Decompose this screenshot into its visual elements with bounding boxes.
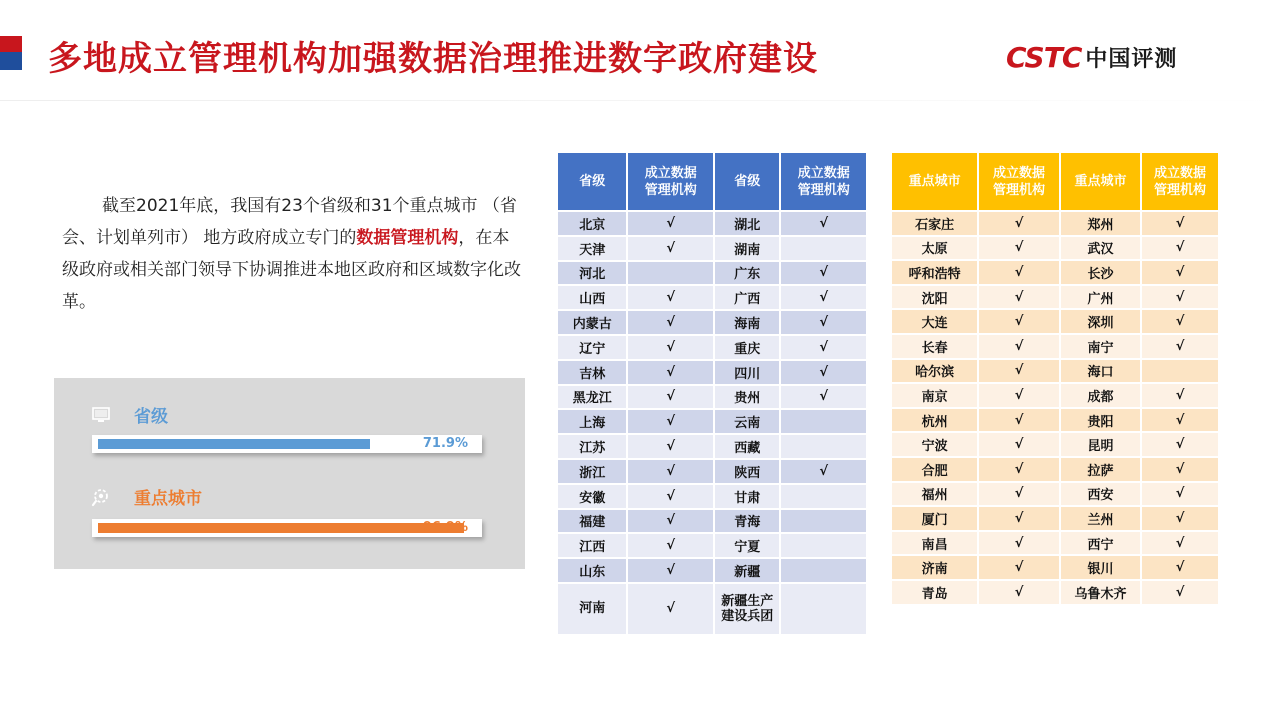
- region-cell: 广西: [715, 286, 779, 309]
- status-cell: √: [1142, 237, 1218, 260]
- progress-fill-city: [98, 523, 464, 533]
- status-cell: √: [781, 460, 866, 483]
- table-row: [892, 384, 1218, 407]
- status-cell: √: [781, 336, 866, 359]
- progress-bar-city: [92, 519, 482, 537]
- region-cell: 杭州: [892, 409, 977, 432]
- table-row: [558, 237, 866, 260]
- status-cell: [781, 534, 866, 557]
- region-cell: 太原: [892, 237, 977, 260]
- region-cell: 江西: [558, 534, 626, 557]
- status-cell: √: [628, 386, 713, 409]
- status-cell: √: [781, 311, 866, 334]
- wrench-gear-icon: [90, 486, 112, 508]
- status-cell: √: [1142, 409, 1218, 432]
- status-cell: √: [1142, 556, 1218, 579]
- status-cell: √: [628, 336, 713, 359]
- status-cell: √: [628, 212, 713, 235]
- table-row: [892, 286, 1218, 309]
- region-cell: 海口: [1061, 360, 1140, 383]
- header-cell: [781, 153, 866, 210]
- status-cell: √: [781, 212, 866, 235]
- table-row: [892, 261, 1218, 284]
- stat-label-text: 省级: [134, 407, 168, 427]
- header-cell: [979, 153, 1059, 210]
- status-cell: √: [1142, 335, 1218, 358]
- table-row: [892, 556, 1218, 579]
- status-cell: [781, 559, 866, 582]
- header-cell: 重点城市: [1061, 153, 1140, 210]
- status-cell: √: [1142, 458, 1218, 481]
- status-cell: [1142, 360, 1218, 383]
- status-cell: √: [1142, 532, 1218, 555]
- intro-text-after: ，在本级政府或相关部门领导下协调推进本地区政府和区域数字化改革。: [62, 228, 521, 312]
- status-cell: √: [628, 410, 713, 433]
- status-cell: [781, 435, 866, 458]
- region-cell: 福建: [558, 510, 626, 533]
- table-row: [892, 310, 1218, 333]
- region-cell: 宁波: [892, 433, 977, 456]
- region-cell: 贵州: [715, 386, 779, 409]
- region-cell: 沈阳: [892, 286, 977, 309]
- status-cell: √: [628, 286, 713, 309]
- region-cell: 南昌: [892, 532, 977, 555]
- table-row: [558, 212, 866, 235]
- intro-paragraph: [62, 190, 524, 318]
- table-row: [892, 360, 1218, 383]
- region-cell: 吉林: [558, 361, 626, 384]
- region-cell: 湖北: [715, 212, 779, 235]
- status-cell: √: [979, 261, 1059, 284]
- region-cell: 南京: [892, 384, 977, 407]
- corner-accent-red: [0, 36, 22, 52]
- status-cell: √: [979, 335, 1059, 358]
- region-cell: 辽宁: [558, 336, 626, 359]
- status-cell: √: [628, 237, 713, 260]
- status-cell: √: [1142, 433, 1218, 456]
- monitor-icon: [90, 404, 112, 426]
- region-cell: 云南: [715, 410, 779, 433]
- status-cell: √: [979, 507, 1059, 530]
- region-cell: 湖南: [715, 237, 779, 260]
- status-cell: √: [1142, 507, 1218, 530]
- table-row: [558, 559, 866, 582]
- region-cell: 新疆: [715, 559, 779, 582]
- region-cell: 四川: [715, 361, 779, 384]
- region-cell: 北京: [558, 212, 626, 235]
- logo-chinese-text: 中国评测: [1085, 46, 1178, 72]
- region-cell: 山西: [558, 286, 626, 309]
- region-cell: 大连: [892, 310, 977, 333]
- region-cell: 石家庄: [892, 212, 977, 235]
- progress-bar-province: [92, 435, 482, 453]
- region-cell: 合肥: [892, 458, 977, 481]
- status-cell: √: [979, 310, 1059, 333]
- city-table: [890, 151, 1220, 606]
- region-cell: 黑龙江: [558, 386, 626, 409]
- province-table-header: [558, 153, 866, 210]
- status-cell: √: [1142, 581, 1218, 604]
- status-cell: √: [1142, 310, 1218, 333]
- region-cell: 乌鲁木齐: [1061, 581, 1140, 604]
- stat-label-city: [90, 484, 202, 509]
- region-cell: 上海: [558, 410, 626, 433]
- region-cell: 河北: [558, 262, 626, 285]
- intro-highlight: 数据管理机构: [356, 228, 459, 248]
- table-row: [892, 581, 1218, 604]
- header-cell-text: 成立数据管理机构: [797, 165, 850, 198]
- table-row: [892, 409, 1218, 432]
- table-row: [558, 410, 866, 433]
- region-cell: 呼和浩特: [892, 261, 977, 284]
- region-cell: 广东: [715, 262, 779, 285]
- status-cell: √: [781, 361, 866, 384]
- table-row: [558, 584, 866, 634]
- table-row: [558, 336, 866, 359]
- status-cell: √: [979, 581, 1059, 604]
- table-row: [892, 483, 1218, 506]
- table-row: [892, 212, 1218, 235]
- region-cell: 郑州: [1061, 212, 1140, 235]
- table-row: [892, 237, 1218, 260]
- region-cell: 贵阳: [1061, 409, 1140, 432]
- region-cell: 银川: [1061, 556, 1140, 579]
- corner-accent-blue: [0, 52, 22, 70]
- status-cell: [781, 584, 866, 634]
- region-cell: 青海: [715, 510, 779, 533]
- region-cell: 深圳: [1061, 310, 1140, 333]
- table-row: [558, 485, 866, 508]
- region-cell: 西藏: [715, 435, 779, 458]
- table-row: [558, 361, 866, 384]
- table-row: [558, 262, 866, 285]
- stat-label-province: [90, 402, 168, 427]
- region-cell: 宁夏: [715, 534, 779, 557]
- header-cell: 重点城市: [892, 153, 977, 210]
- region-cell: 浙江: [558, 460, 626, 483]
- status-cell: √: [1142, 483, 1218, 506]
- status-cell: √: [628, 311, 713, 334]
- status-cell: √: [781, 386, 866, 409]
- status-cell: √: [979, 556, 1059, 579]
- status-cell: √: [1142, 286, 1218, 309]
- region-cell: 长沙: [1061, 261, 1140, 284]
- header-cell-text: 成立数据管理机构: [1154, 165, 1207, 198]
- region-cell: 甘肃: [715, 485, 779, 508]
- table-row: [892, 532, 1218, 555]
- status-cell: √: [979, 532, 1059, 555]
- status-cell: √: [628, 534, 713, 557]
- region-cell: 成都: [1061, 384, 1140, 407]
- region-cell: 江苏: [558, 435, 626, 458]
- status-cell: √: [979, 409, 1059, 432]
- status-cell: √: [979, 212, 1059, 235]
- status-cell: √: [628, 584, 713, 634]
- region-cell: 西安: [1061, 483, 1140, 506]
- region-cell: 昆明: [1061, 433, 1140, 456]
- region-cell: 重庆: [715, 336, 779, 359]
- stat-label-text: 重点城市: [134, 489, 202, 509]
- stats-panel: [54, 378, 525, 569]
- status-cell: √: [628, 485, 713, 508]
- header-cell-text: 成立数据管理机构: [993, 165, 1046, 198]
- status-cell: √: [781, 286, 866, 309]
- region-cell: 长春: [892, 335, 977, 358]
- progress-value-province: 71.9%: [422, 436, 468, 451]
- status-cell: √: [979, 458, 1059, 481]
- table-row: [558, 435, 866, 458]
- region-cell: 河南: [558, 584, 626, 634]
- region-cell: 南宁: [1061, 335, 1140, 358]
- status-cell: [781, 510, 866, 533]
- status-cell: [781, 410, 866, 433]
- header-cell: 省级: [715, 153, 779, 210]
- table-row: [892, 433, 1218, 456]
- status-cell: √: [628, 361, 713, 384]
- header-cell: [1142, 153, 1218, 210]
- region-cell: 兰州: [1061, 507, 1140, 530]
- region-cell: 武汉: [1061, 237, 1140, 260]
- region-cell: 哈尔滨: [892, 360, 977, 383]
- city-table-header: [892, 153, 1218, 210]
- header-divider: [0, 100, 1280, 101]
- table-row: [558, 534, 866, 557]
- region-cell: 济南: [892, 556, 977, 579]
- status-cell: √: [979, 286, 1059, 309]
- status-cell: √: [1142, 261, 1218, 284]
- table-row: [558, 510, 866, 533]
- intro-text-before: 截至2021年底，我国有23个省级和31个重点城市 （省会、计划单列市） 地方政府成立专门的: [62, 196, 517, 248]
- status-cell: √: [979, 384, 1059, 407]
- header-cell: 省级: [558, 153, 626, 210]
- status-cell: √: [628, 559, 713, 582]
- region-cell: 福州: [892, 483, 977, 506]
- header-cell: [628, 153, 713, 210]
- status-cell: [781, 485, 866, 508]
- region-cell: 天津: [558, 237, 626, 260]
- region-cell: 山东: [558, 559, 626, 582]
- region-cell: 安徽: [558, 485, 626, 508]
- status-cell: √: [979, 483, 1059, 506]
- region-cell: 拉萨: [1061, 458, 1140, 481]
- status-cell: [628, 262, 713, 285]
- region-cell: 内蒙古: [558, 311, 626, 334]
- table-row: [892, 458, 1218, 481]
- status-cell: √: [979, 433, 1059, 456]
- table-row: [558, 386, 866, 409]
- status-cell: √: [979, 237, 1059, 260]
- status-cell: √: [781, 262, 866, 285]
- province-table: [556, 151, 868, 636]
- cstc-logo: [1006, 40, 1177, 74]
- region-cell: 陕西: [715, 460, 779, 483]
- status-cell: √: [628, 460, 713, 483]
- status-cell: √: [979, 360, 1059, 383]
- status-cell: √: [628, 510, 713, 533]
- table-row: [558, 460, 866, 483]
- status-cell: √: [1142, 384, 1218, 407]
- table-row: [558, 311, 866, 334]
- status-cell: √: [1142, 212, 1218, 235]
- region-cell: 青岛: [892, 581, 977, 604]
- page-title: 多地成立管理机构加强数据治理推进数字政府建设: [48, 39, 818, 79]
- progress-value-city: 96.9%: [422, 520, 468, 535]
- region-cell: 西宁: [1061, 532, 1140, 555]
- region-cell: 海南: [715, 311, 779, 334]
- table-row: [892, 335, 1218, 358]
- progress-fill-province: [98, 439, 370, 449]
- region-cell: 广州: [1061, 286, 1140, 309]
- table-row: [558, 286, 866, 309]
- table-row: [892, 507, 1218, 530]
- status-cell: [781, 237, 866, 260]
- header-cell-text: 成立数据管理机构: [644, 165, 697, 198]
- region-cell: 厦门: [892, 507, 977, 530]
- status-cell: √: [628, 435, 713, 458]
- logo-latin-text: CSTC: [1006, 40, 1082, 74]
- region-cell: 新疆生产建设兵团: [715, 584, 779, 634]
